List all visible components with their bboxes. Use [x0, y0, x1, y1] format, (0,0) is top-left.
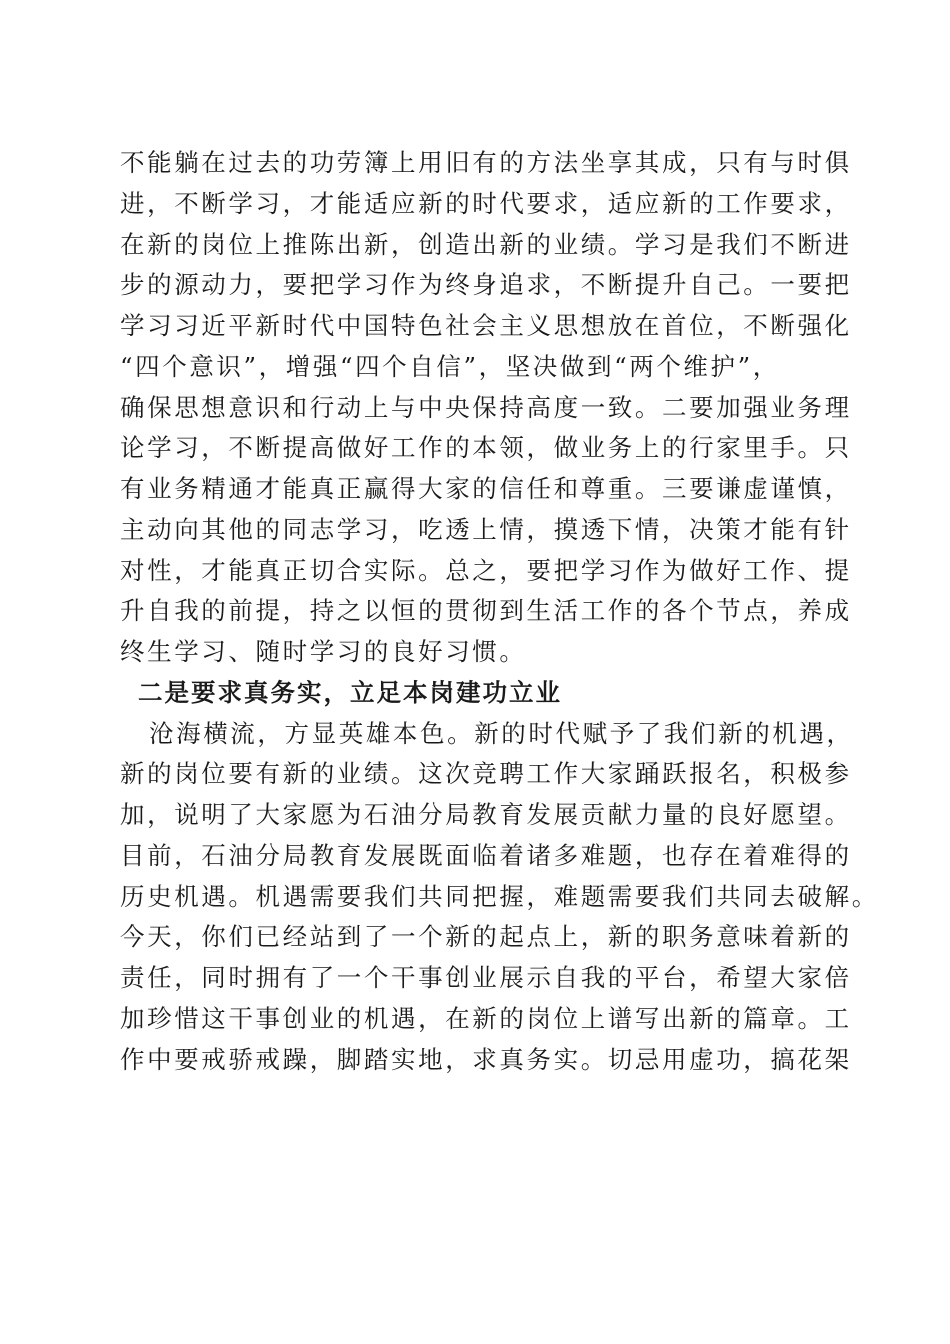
section-heading: 二是要求真务实，立足本岗建功立业: [138, 677, 562, 707]
paragraph-1: [120, 143, 852, 673]
text-line: 不能躺在过去的功劳簿上用旧有的方法坐享其成，只有与时俱: [120, 148, 852, 177]
text-line: 沧海横流，方显英雄本色。新的时代赋予了我们新的机遇，: [149, 718, 854, 748]
text-line: 确保思想意识和行动上与中央保持高度一致。二要加强业务理: [120, 392, 852, 422]
text-line: 学习习近平新时代中国特色社会主义思想放在首位，不断强化: [120, 311, 852, 340]
text-line: 有业务精通才能真正赢得大家的信任和尊重。三要谦虚谨慎，: [120, 474, 852, 503]
text-line: 今天，你们已经站到了一个新的起点上，新的职务意味着新的: [120, 922, 852, 952]
document-body: [120, 143, 879, 1080]
text-line: “四个意识”，增强“四个自信”，坚决做到“两个维护”，: [120, 351, 780, 381]
text-line: 步的源动力，要把学习作为终身追求，不断提升自己。一要把: [120, 270, 852, 300]
text-line: 历史机遇。机遇需要我们共同把握，难题需要我们共同去破解。: [120, 881, 879, 911]
paragraph-2: [120, 714, 879, 1081]
text-line: 在新的岗位上推陈出新，创造出新的业绩。学习是我们不断进: [120, 229, 852, 259]
text-line: 对性，才能真正切合实际。总之，要把学习作为做好工作、提: [120, 555, 852, 585]
text-line: 作中要戒骄戒躁，脚踏实地，求真务实。切忌用虚功，搞花架: [120, 1044, 852, 1074]
text-line: 目前，石油分局教育发展既面临着诸多难题，也存在着难得的: [120, 840, 852, 870]
text-line: 论学习，不断提高做好工作的本领，做业务上的行家里手。只: [120, 433, 852, 463]
text-line: 责任，同时拥有了一个干事创业展示自我的平台，希望大家倍: [120, 963, 852, 992]
text-line: 升自我的前提，持之以恒的贯彻到生活工作的各个节点，养成: [120, 596, 852, 626]
text-line: 加珍惜这干事创业的机遇，在新的岗位上谱写出新的篇章。工: [120, 1003, 852, 1033]
text-line: 进，不断学习，才能适应新的时代要求，适应新的工作要求，: [120, 188, 852, 218]
text-line: 主动向其他的同志学习，吃透上情，摸透下情，决策才能有针: [120, 514, 852, 544]
text-line: 终生学习、随时学习的良好习惯。: [120, 637, 527, 666]
text-line: 加，说明了大家愿为石油分局教育发展贡献力量的良好愿望。: [120, 800, 852, 829]
text-line: 新的岗位要有新的业绩。这次竞聘工作大家踊跃报名，积极参: [120, 759, 852, 789]
